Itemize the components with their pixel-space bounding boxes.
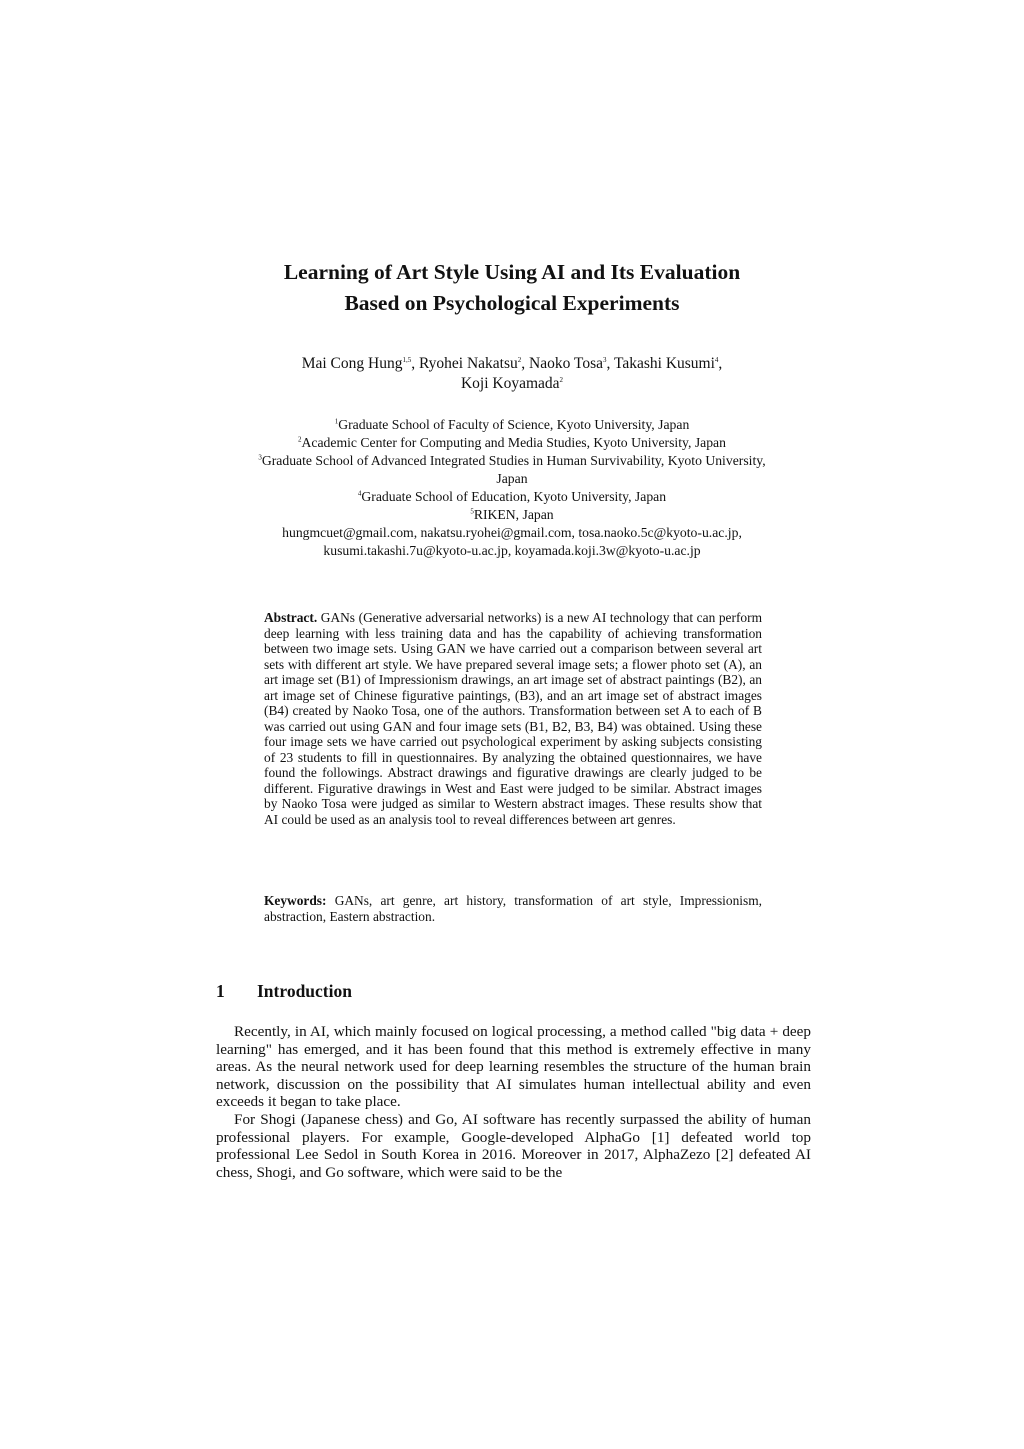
author-name: Naoko Tosa — [529, 355, 603, 372]
author-separator: , — [521, 355, 530, 372]
author-name: Koji Koyamada — [460, 375, 560, 392]
author-name: Mai Cong Hung — [301, 355, 403, 372]
section-number: 1 — [216, 981, 225, 1001]
affiliation-text: Graduate School of Education, Kyoto University, Japan — [361, 489, 667, 504]
author-line-2 — [0, 374, 1024, 394]
affiliation-line — [0, 488, 1024, 506]
author-affil-sup: 4 — [714, 355, 719, 364]
abstract-label: Abstract. — [264, 610, 318, 625]
intro-paragraph-2: For Shogi (Japanese chess) and Go, AI software has recently surpassed the ability of human professional players. For example, Google-developed AlphaGo [1] defeated world top professional Lee Sedol in South Korea in 2016. Moreover in 2017, AlphaZezo [2] defeated AI chess, Shogi, and Go software, which were said to be the — [216, 1110, 811, 1181]
affiliation-line — [0, 434, 1024, 452]
affiliation-text: Graduate School of Faculty of Science, Kyoto University, Japan — [338, 417, 690, 432]
affiliation-line — [0, 452, 1024, 470]
affiliation-sup: 2 — [298, 435, 302, 444]
email-line-1: hungmcuet@gmail.com, nakatsu.ryohei@gmail.com, tosa.naoko.5c@kyoto-u.ac.jp, — [282, 525, 742, 540]
affiliation-sup: 4 — [357, 489, 362, 498]
title-line-2: Based on Psychological Experiments — [344, 291, 680, 315]
author-affil-sup: 1,5 — [402, 355, 412, 364]
author-list — [0, 354, 1024, 394]
author-affil-sup: 2 — [517, 355, 522, 364]
affiliation-text: Academic Center for Computing and Media Studies, Kyoto University, Japan — [301, 435, 726, 450]
affiliation-sup: 3 — [258, 453, 262, 462]
affiliation-line — [0, 506, 1024, 524]
author-name: Takashi Kusumi — [613, 355, 715, 372]
author-line-1 — [0, 354, 1024, 374]
affiliation-text: Graduate School of Advanced Integrated Studies in Human Survivability, Kyoto University, — [261, 453, 766, 468]
affiliation-line — [0, 470, 1024, 488]
author-name: Ryohei Nakatsu — [418, 355, 518, 372]
author-separator: , — [606, 355, 614, 372]
keywords-label: Keywords: — [264, 893, 327, 908]
affiliation-list — [0, 416, 1024, 560]
section-title: Introduction — [257, 981, 352, 1001]
abstract-text: GANs (Generative adversarial networks) is a new AI technology that can perform deep learning with less training data and has the capability of achieving transformation between two image sets. Using GAN we have carried out a comparison between several art sets with different art style. We have prepared several image sets; a flower photo set (A), an art image set (B1) of Impressionism drawings, an art image set of abstract paintings (B2), an art image set of Chinese figurative paintings, (B3), and an art image set of abstract images (B4) created by Naoko Tosa, one of the authors. Transformation between set A to each of B was carried out using GAN and four image sets (B1, B2, B3, B4) was obtained. Using these four image sets we have carried out psychological experiment by asking subjects consisting of 23 students to fill in questionnaires. By analyzing the obtained questionnaires, we have found the followings. Abstract drawings and figurative drawings are clearly judged to be different. Figurative drawings in West and East were judged to be similar. Abstract images by Naoko Tosa were judged as similar to Western abstract images. These results show that AI could be used as an analysis tool to reveal differences between art genres. — [264, 610, 762, 827]
email-line-2: kusumi.takashi.7u@kyoto-u.ac.jp, koyamada.koji.3w@kyoto-u.ac.jp — [323, 543, 701, 558]
author-separator: , — [411, 355, 419, 372]
affiliation-line — [0, 416, 1024, 434]
section-heading-introduction — [216, 979, 352, 1003]
affiliation-text: RIKEN, Japan — [473, 507, 554, 522]
keywords — [264, 893, 762, 924]
abstract — [264, 610, 762, 827]
author-affil-sup: 3 — [602, 355, 607, 364]
author-trailing-comma: , — [718, 355, 723, 372]
affiliation-text: Japan — [496, 471, 528, 486]
intro-paragraph-1: Recently, in AI, which mainly focused on logical processing, a method called "big data + deep learning" has emerged, and it has been found that this method is extremely effective in many areas. As the neural network used for deep learning resembles the structure of the human brain network, discussion on the possibility that AI simulates human intellectual ability and even exceeds it began to take place. — [216, 1023, 811, 1111]
title-line-1: Learning of Art Style Using AI and Its Evaluation — [283, 260, 741, 284]
keywords-text: GANs, art genre, art history, transformation of art style, Impressionism, abstraction, Eastern abstraction. — [264, 893, 762, 924]
introduction-body — [216, 1023, 811, 1181]
affiliation-sup: 5 — [470, 507, 474, 516]
affiliation-sup: 1 — [334, 417, 339, 426]
author-affil-sup: 2 — [559, 375, 564, 384]
paper-title — [0, 257, 1024, 319]
